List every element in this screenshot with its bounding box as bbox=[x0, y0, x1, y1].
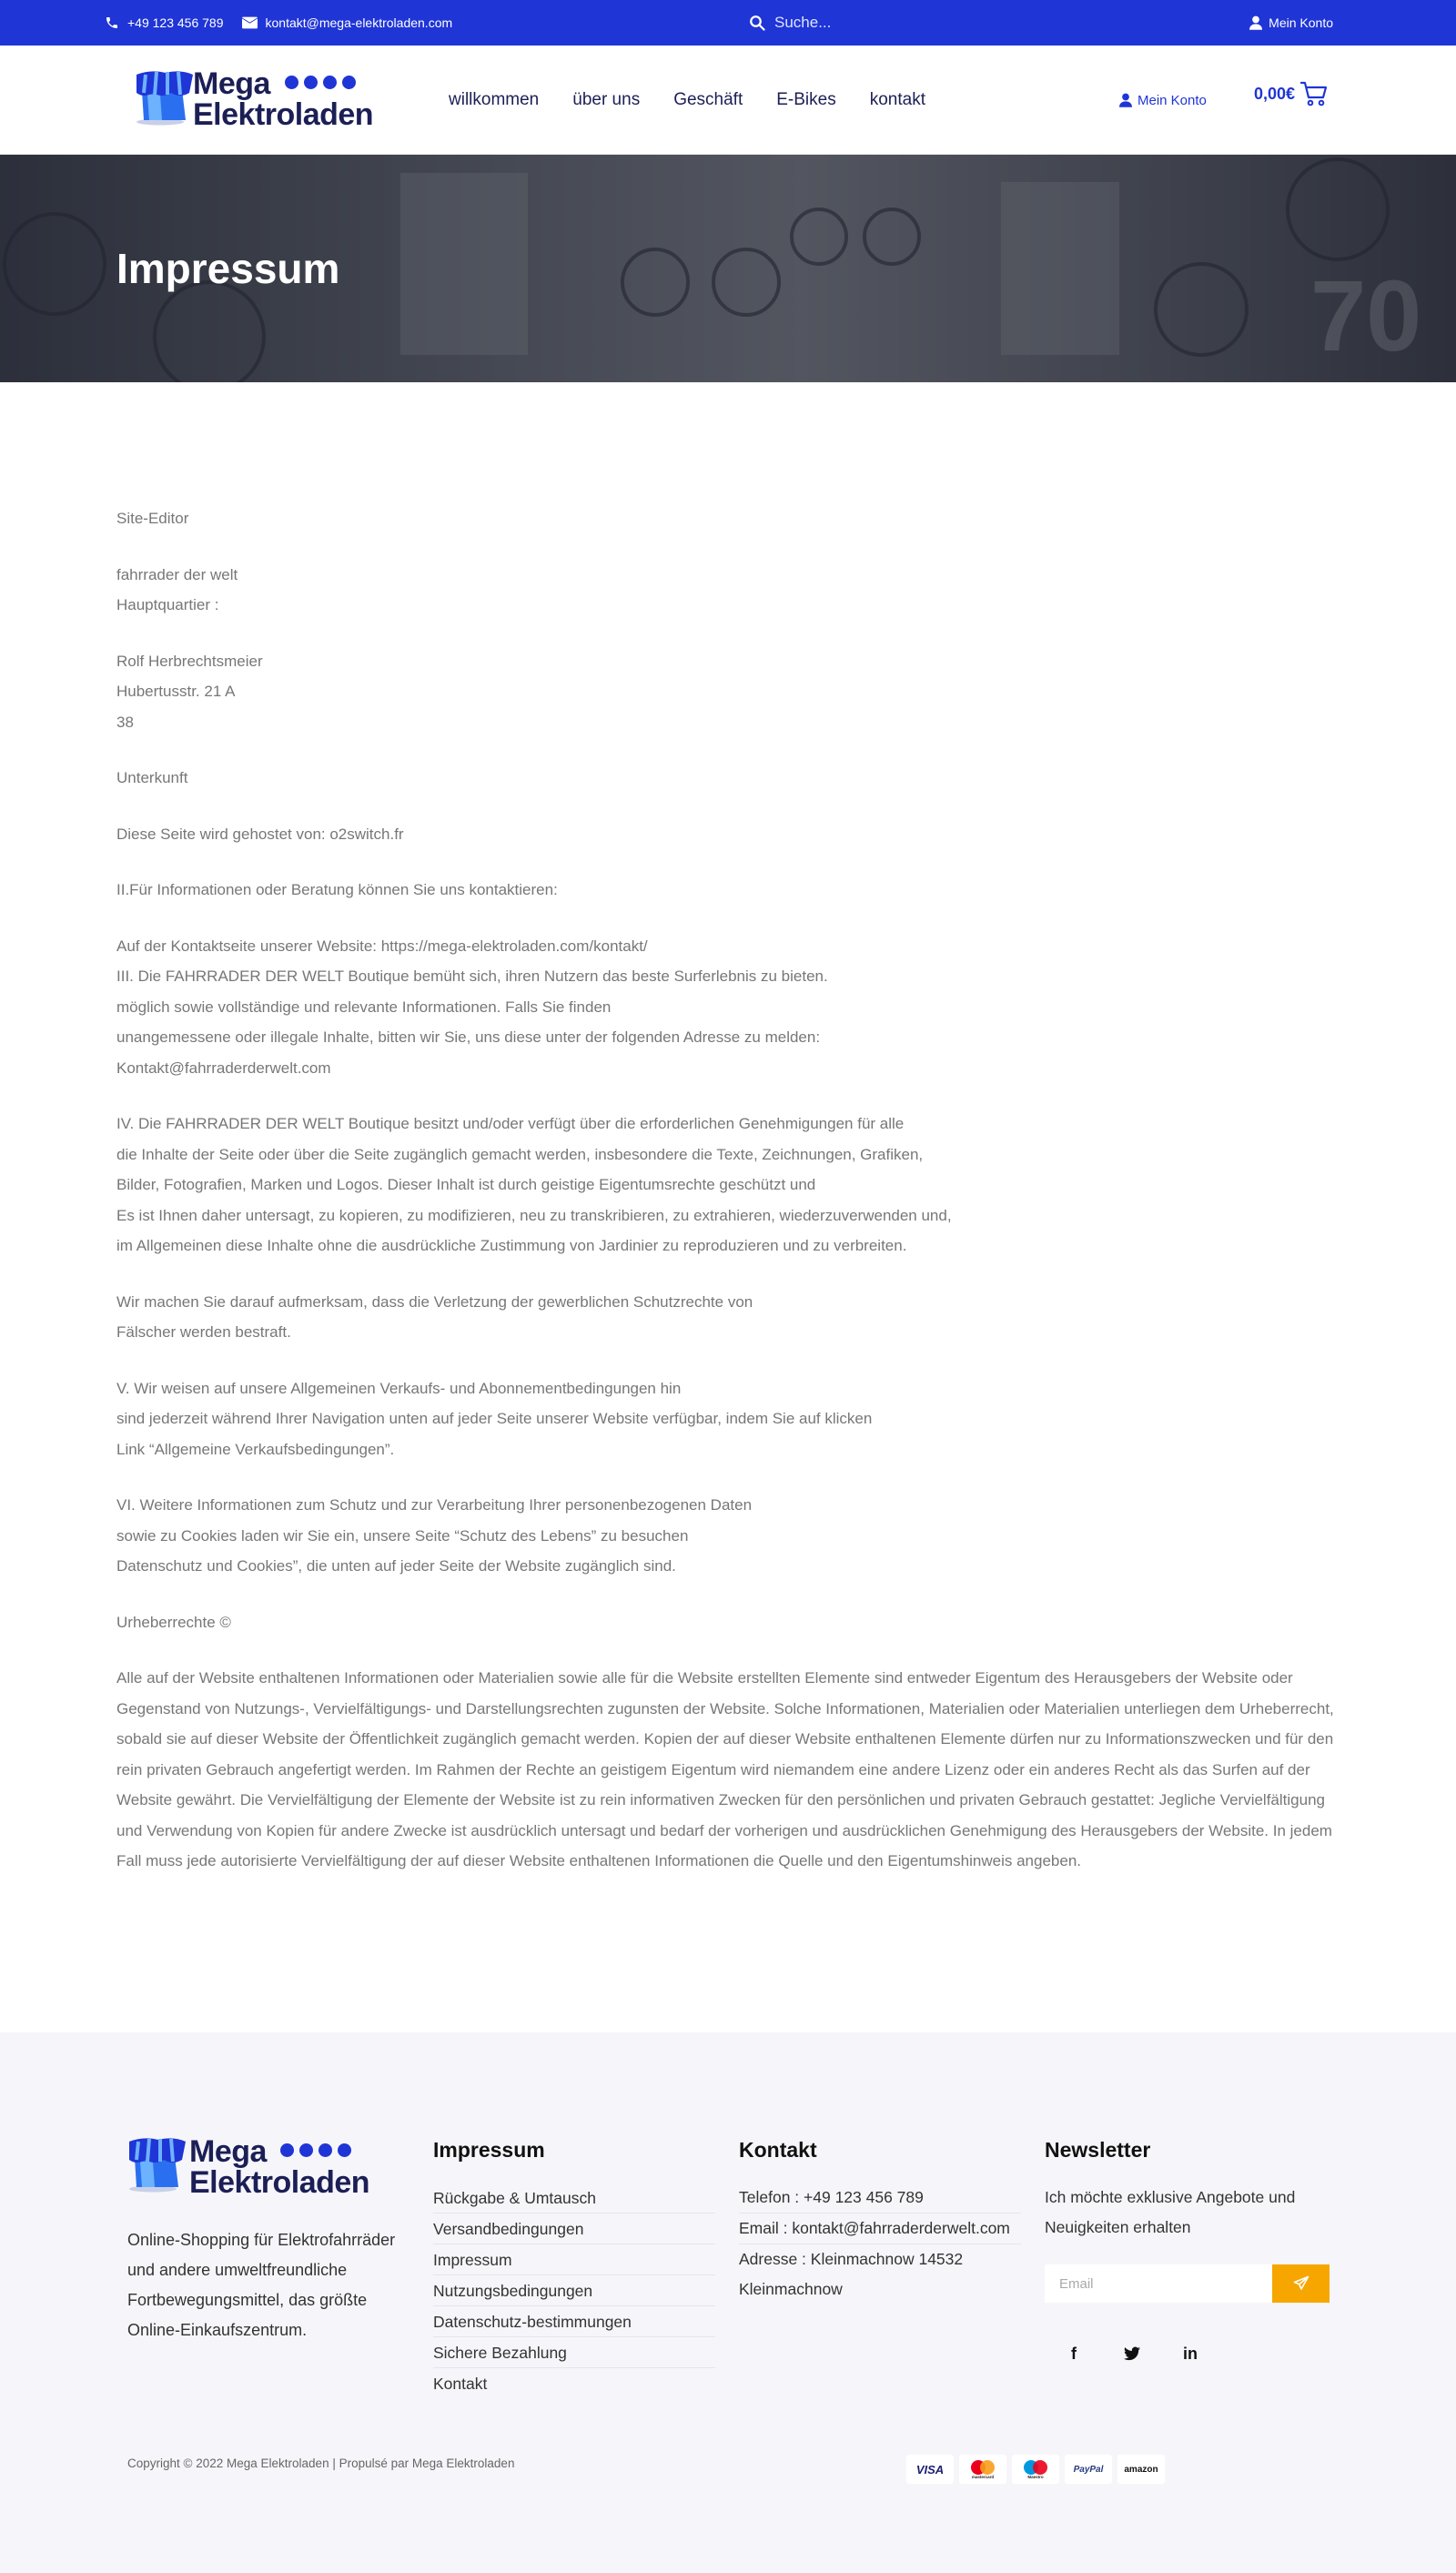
logo-line-2: Elektroladen bbox=[193, 97, 374, 132]
newsletter-text: Ich möchte exklusive Angebote und Neuigkeiten erhalten bbox=[1045, 2188, 1296, 2236]
content-line: Kontakt@fahrraderderwelt.com bbox=[116, 1059, 331, 1077]
content-line: Rolf Herbrechtsmeier bbox=[116, 652, 263, 670]
content-line: Datenschutz und Cookies”, die unten auf jeder Seite der Website zugänglich sind. bbox=[116, 1557, 676, 1575]
header-account-label: Mein Konto bbox=[1138, 92, 1207, 108]
content-paragraph bbox=[116, 560, 1336, 621]
header-account-link[interactable] bbox=[1119, 46, 1207, 155]
content-line: II.Für Informationen oder Beratung können Sie uns kontaktieren: bbox=[116, 881, 558, 898]
site-logo[interactable] bbox=[135, 66, 389, 133]
logo-line-1: Mega bbox=[193, 66, 270, 101]
top-bar bbox=[0, 0, 1456, 46]
topbar-account-link[interactable] bbox=[1249, 0, 1333, 46]
payment-methods bbox=[906, 2455, 1165, 2484]
content-line: Alle auf der Website enthaltenen Informationen oder Materialien sowie alle für die Website erstellten Elemente sind entweder Eigentum des Herausgebers der Website oder Gegenstand von Nutzungs-, Vervielfältigungs- und Darstellungsrechten zugunsten der Website. Solche Informationen, Materialien oder Materialien unterliegen dem Urheberrecht, sobald sie auf dieser Website der Öffentlichkeit zugänglich gemacht werden. Kopien der auf dieser Website enthaltenen Elemente dürfen nur zu Informationszwecken und für den rein privaten Gebrauch angefertigt werden. Im Rahmen der Rechte an geistigem Eigentum wird niemandem eine andere Lizenz oder ein anderes Recht als das Surfen auf der Website gewährt. Die Vervielfältigung der Elemente der Website ist zu rein informativen Zwecken für den persönlichen und privaten Gebrauch gestattet: Jegliche Vervielfältigung und Verwendung von Kopien für andere Zwecke ist ausdrücklich untersagt und bedarf der vorherigen und ausdrücklichen Genehmigung des Herausgebers der Website. In jedem Fall muss jede autorisierte Vervielfältigung der auf dieser Website enthaltenen Informationen die Quelle und den Eigentumshinweis angeben. bbox=[116, 1669, 1334, 1869]
content-line: Es ist Ihnen daher untersagt, zu kopieren, zu modifizieren, neu zu transkribieren, zu extrahieren, wiederzuverwenden und, bbox=[116, 1206, 952, 1224]
content-line: möglich sowie vollständige und relevante Informationen. Falls Sie finden bbox=[116, 998, 612, 1016]
content-line: V. Wir weisen auf unsere Allgemeinen Verkaufs- und Abonnementbedingungen hin bbox=[116, 1379, 682, 1397]
copyright-text: Copyright © 2022 Mega Elektroladen | Propulsé par Mega Elektroladen bbox=[127, 2457, 515, 2470]
impressum-content bbox=[116, 503, 1336, 1902]
footer-link-sichere-bezahlung[interactable]: Sichere Bezahlung bbox=[433, 2337, 715, 2368]
search-icon[interactable] bbox=[749, 15, 765, 31]
content-line: Unterkunft bbox=[116, 769, 188, 786]
facebook-icon[interactable]: f bbox=[1071, 2344, 1077, 2363]
content-paragraph bbox=[116, 1490, 1336, 1582]
mastercard-label: mastercard bbox=[971, 2475, 995, 2479]
content-paragraph bbox=[116, 875, 1336, 906]
topbar-phone[interactable] bbox=[105, 15, 224, 30]
footer-newsletter-column bbox=[1045, 2138, 1336, 2368]
footer-description: Online-Shopping für Elektrofahrräder und andere umweltfreundliche Fortbewegungsmittel, das größte Online-Einkaufszentrum. bbox=[127, 2231, 396, 2339]
topbar-phone-text: +49 123 456 789 bbox=[127, 15, 224, 30]
footer-links-list bbox=[433, 2183, 715, 2398]
svg-text:70: 70 bbox=[1310, 260, 1422, 372]
footer-contact-address-2: Kleinmachnow bbox=[739, 2280, 843, 2298]
logo-dots bbox=[285, 76, 356, 89]
maestro-label: Maestro bbox=[1027, 2475, 1044, 2479]
storefront-logo-icon bbox=[127, 2134, 189, 2194]
content-paragraph bbox=[116, 1287, 1336, 1348]
twitter-icon[interactable] bbox=[1117, 2339, 1147, 2368]
amazon-icon bbox=[1117, 2455, 1165, 2484]
footer-logo[interactable] bbox=[127, 2134, 382, 2202]
footer-contact-title: Kontakt bbox=[739, 2138, 817, 2162]
cart-button[interactable] bbox=[1254, 46, 1328, 142]
content-line: Auf der Kontaktseite unserer Website: https://mega-elektroladen.com/kontakt/ bbox=[116, 937, 648, 955]
topbar-search bbox=[749, 0, 1040, 46]
content-paragraph bbox=[116, 1607, 1336, 1638]
content-line: IV. Die FAHRRADER DER WELT Boutique besitzt und/oder verfügt über die erforderlichen Genehmigungen für alle bbox=[116, 1115, 905, 1132]
footer-contact-address-1: Adresse : Kleinmachnow 14532 bbox=[739, 2250, 964, 2268]
nav-item-willkommen[interactable]: willkommen bbox=[449, 90, 540, 109]
content-paragraph bbox=[116, 819, 1336, 850]
content-paragraph bbox=[116, 646, 1336, 738]
content-line: im Allgemeinen diese Inhalte ohne die ausdrückliche Zustimmung von Jardinier zu reproduzieren und zu verbreiten. bbox=[116, 1237, 907, 1254]
content-line: fahrrader der welt bbox=[116, 565, 238, 583]
main-nav bbox=[449, 46, 925, 155]
content-paragraph bbox=[116, 931, 1336, 1084]
content-line: Wir machen Sie darauf aufmerksam, dass die Verletzung der gewerblichen Schutzrechte von bbox=[116, 1292, 753, 1311]
paper-plane-icon bbox=[1293, 2275, 1309, 2292]
social-links bbox=[1045, 2339, 1336, 2368]
footer-link-kontakt[interactable]: Kontakt bbox=[433, 2375, 488, 2393]
footer-links-column bbox=[433, 2138, 715, 2398]
topbar-contact bbox=[105, 0, 452, 46]
footer-contact-details bbox=[739, 2183, 1021, 2305]
site-footer bbox=[0, 2032, 1456, 2573]
topbar-email-text: kontakt@mega-elektroladen.com bbox=[265, 15, 453, 30]
footer-link-versand[interactable]: Versandbedingungen bbox=[433, 2213, 715, 2244]
content-line: Site-Editor bbox=[116, 510, 189, 527]
storefront-logo-icon bbox=[135, 67, 197, 127]
page-title: Impressum bbox=[116, 245, 340, 292]
paypal-icon bbox=[1065, 2455, 1112, 2484]
footer-link-nutzungsbedingungen[interactable]: Nutzungsbedingungen bbox=[433, 2275, 715, 2306]
content-line: Hauptquartier : bbox=[116, 596, 219, 613]
cart-total: 0,00€ bbox=[1254, 84, 1296, 103]
content-line: Fälscher werden bestraft. bbox=[116, 1323, 291, 1341]
user-icon bbox=[1249, 15, 1262, 30]
footer-logo-line-2: Elektroladen bbox=[189, 2165, 370, 2200]
nav-item-geschaeft[interactable]: Geschäft bbox=[673, 90, 743, 109]
content-line: sind jederzeit während Ihrer Navigation unten auf jeder Seite unserer Website verfügbar, indem Sie auf klicken bbox=[116, 1410, 873, 1427]
content-paragraph bbox=[116, 1663, 1336, 1877]
linkedin-icon[interactable]: in bbox=[1183, 2344, 1198, 2363]
mastercard-icon bbox=[959, 2455, 1006, 2484]
content-paragraph bbox=[116, 763, 1336, 794]
phone-icon bbox=[105, 15, 119, 30]
footer-logo-dots bbox=[280, 2143, 351, 2157]
user-icon bbox=[1119, 93, 1132, 107]
content-line: 38 bbox=[116, 713, 134, 731]
paypal-label: PayPal bbox=[1073, 2464, 1104, 2475]
content-line: Hubertusstr. 21 A bbox=[116, 683, 236, 700]
search-input[interactable] bbox=[774, 14, 1011, 32]
content-line: Urheberrechte © bbox=[116, 1613, 231, 1631]
content-line: Link “Allgemeine Verkaufsbedingungen”. bbox=[116, 1440, 395, 1458]
amazon-label: amazon bbox=[1124, 2464, 1158, 2475]
content-paragraph bbox=[116, 1109, 1336, 1261]
envelope-icon bbox=[242, 16, 258, 29]
footer-contact-phone[interactable]: Telefon : +49 123 456 789 bbox=[739, 2183, 1021, 2213]
topbar-account-label: Mein Konto bbox=[1269, 15, 1333, 30]
nav-item-e-bikes[interactable]: E-Bikes bbox=[776, 90, 836, 109]
footer-contact-email[interactable]: Email : kontakt@fahrraderderwelt.com bbox=[739, 2213, 1021, 2244]
visa-label: VISA bbox=[915, 2462, 945, 2477]
shopping-cart-icon bbox=[1300, 81, 1328, 106]
content-line: die Inhalte der Seite oder über die Seite zugänglich gemacht werden, insbesondere die Texte, Zeichnungen, Grafiken, bbox=[116, 1145, 924, 1163]
footer-link-datenschutz[interactable]: Datenschutz-bestimmungen bbox=[433, 2306, 715, 2337]
content-line: VI. Weitere Informationen zum Schutz und zur Verarbeitung Ihrer personenbezogenen Daten bbox=[116, 1496, 753, 1514]
footer-link-impressum[interactable]: Impressum bbox=[433, 2244, 715, 2275]
content-paragraph bbox=[116, 1373, 1336, 1465]
content-line: unangemessene oder illegale Inhalte, bitten wir Sie, uns diese unter der folgenden Adresse zu melden: bbox=[116, 1028, 821, 1046]
main-header bbox=[0, 46, 1456, 155]
content-line: Diese Seite wird gehostet von: o2switch.fr bbox=[116, 825, 404, 843]
footer-logo-line-1: Mega bbox=[189, 2134, 267, 2169]
content-line: sowie zu Cookies laden wir Sie ein, unsere Seite “Schutz des Lebens” zu besuchen bbox=[116, 1526, 689, 1545]
topbar-email[interactable] bbox=[242, 15, 453, 30]
footer-link-rueckgabe[interactable]: Rückgabe & Umtausch bbox=[433, 2183, 715, 2213]
visa-icon bbox=[906, 2455, 954, 2484]
newsletter-form bbox=[1045, 2264, 1330, 2303]
newsletter-submit-button[interactable] bbox=[1272, 2264, 1330, 2303]
nav-item-kontakt[interactable]: kontakt bbox=[869, 90, 925, 109]
footer-contact-column bbox=[739, 2138, 1021, 2305]
page-hero-banner bbox=[0, 155, 1456, 382]
content-line: III. Die FAHRRADER DER WELT Boutique bemüht sich, ihren Nutzern das beste Surferlebnis zu bieten. bbox=[116, 967, 828, 985]
nav-item-ueber-uns[interactable]: über uns bbox=[572, 90, 641, 109]
footer-links-title: Impressum bbox=[433, 2138, 545, 2162]
content-line: Bilder, Fotografien, Marken und Logos. Dieser Inhalt ist durch geistige Eigentumsrechte geschützt und bbox=[116, 1176, 816, 1193]
content-paragraph bbox=[116, 503, 1336, 534]
footer-newsletter-title: Newsletter bbox=[1045, 2138, 1151, 2162]
maestro-icon bbox=[1012, 2455, 1059, 2484]
newsletter-email-input[interactable] bbox=[1045, 2264, 1272, 2303]
